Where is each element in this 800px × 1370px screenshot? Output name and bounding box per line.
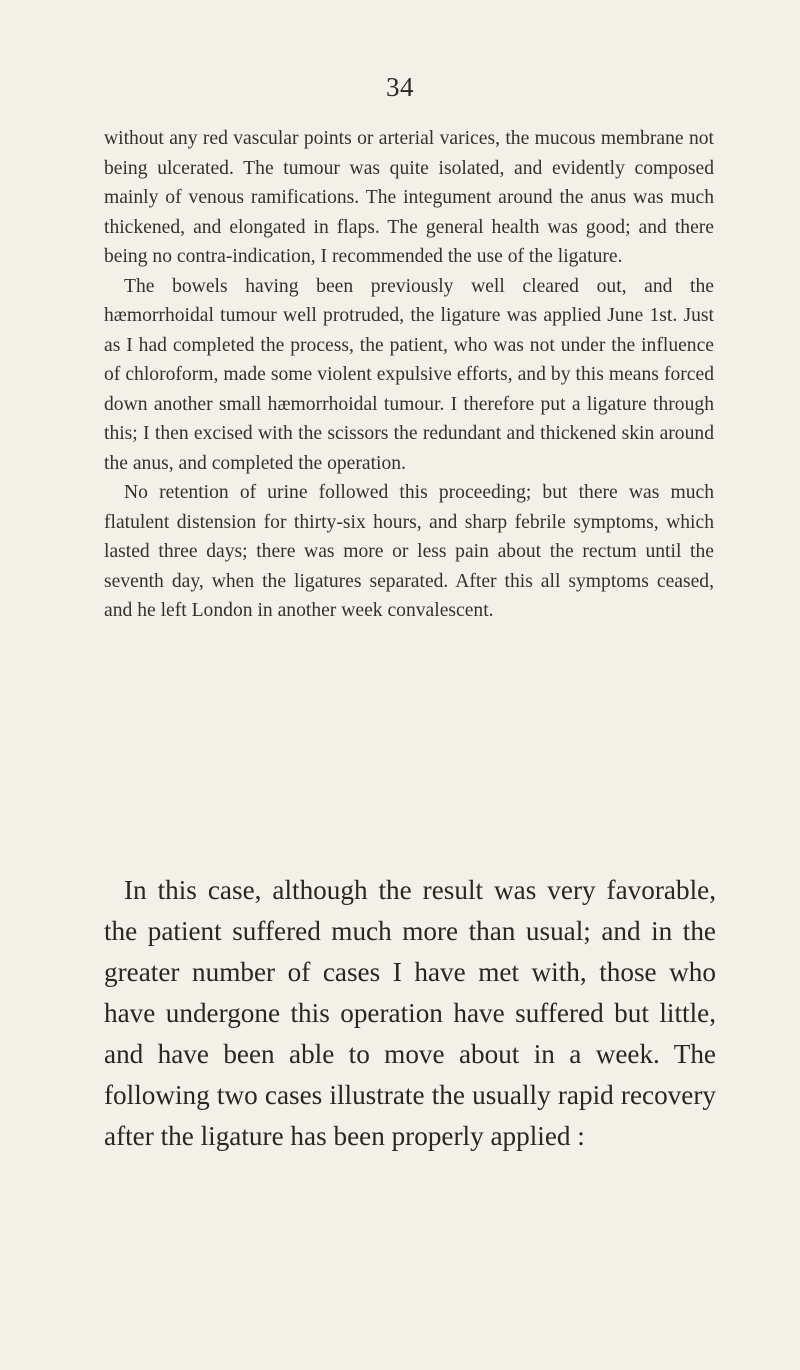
commentary-text [104,870,716,1157]
case-paragraph-3: No retention of urine followed this proceeding; but there was much flatulent distension for thirty-six hours, and sharp febrile symptoms, which lasted three days; there was more or less pain about the rectum until the seventh day, when the ligatures separated. After this all symptoms ceased, and he left London in another week convalescent. [104,482,714,621]
commentary-paragraph: In this case, although the result was very favorable, the patient suffered much more than usual; and in the greater number of cases I have met with, those who have undergone this operation have suffered but little, and have been able to move about in a week. The following two cases illustrate the usually rapid recovery after the ligature has been properly applied : [104,875,716,1151]
page-number: 34 [386,72,414,102]
case-paragraph-1: without any red vascular points or arterial varices, the mucous membrane not being ulcerated. The tumour was quite isolated, and evidently composed mainly of venous ramifications. The integument around the anus was much thickened, and elongated in flaps. The general health was good; and there being no contra-indication, I recommended the use of the ligature. [104,128,714,267]
case-report-text [104,124,714,626]
case-paragraph-2: The bowels having been previously well cleared out, and the hæmorrhoidal tumour well protruded, the ligature was applied June 1st. Just as I had completed the process, the patient, who was not under the influence of chloroform, made some violent expulsive efforts, and by this means forced down another small hæmorrhoidal tumour. I therefore put a ligature through this; I then excised with the scissors the redundant and thickened skin around the anus, and completed the operation. [104,275,714,474]
